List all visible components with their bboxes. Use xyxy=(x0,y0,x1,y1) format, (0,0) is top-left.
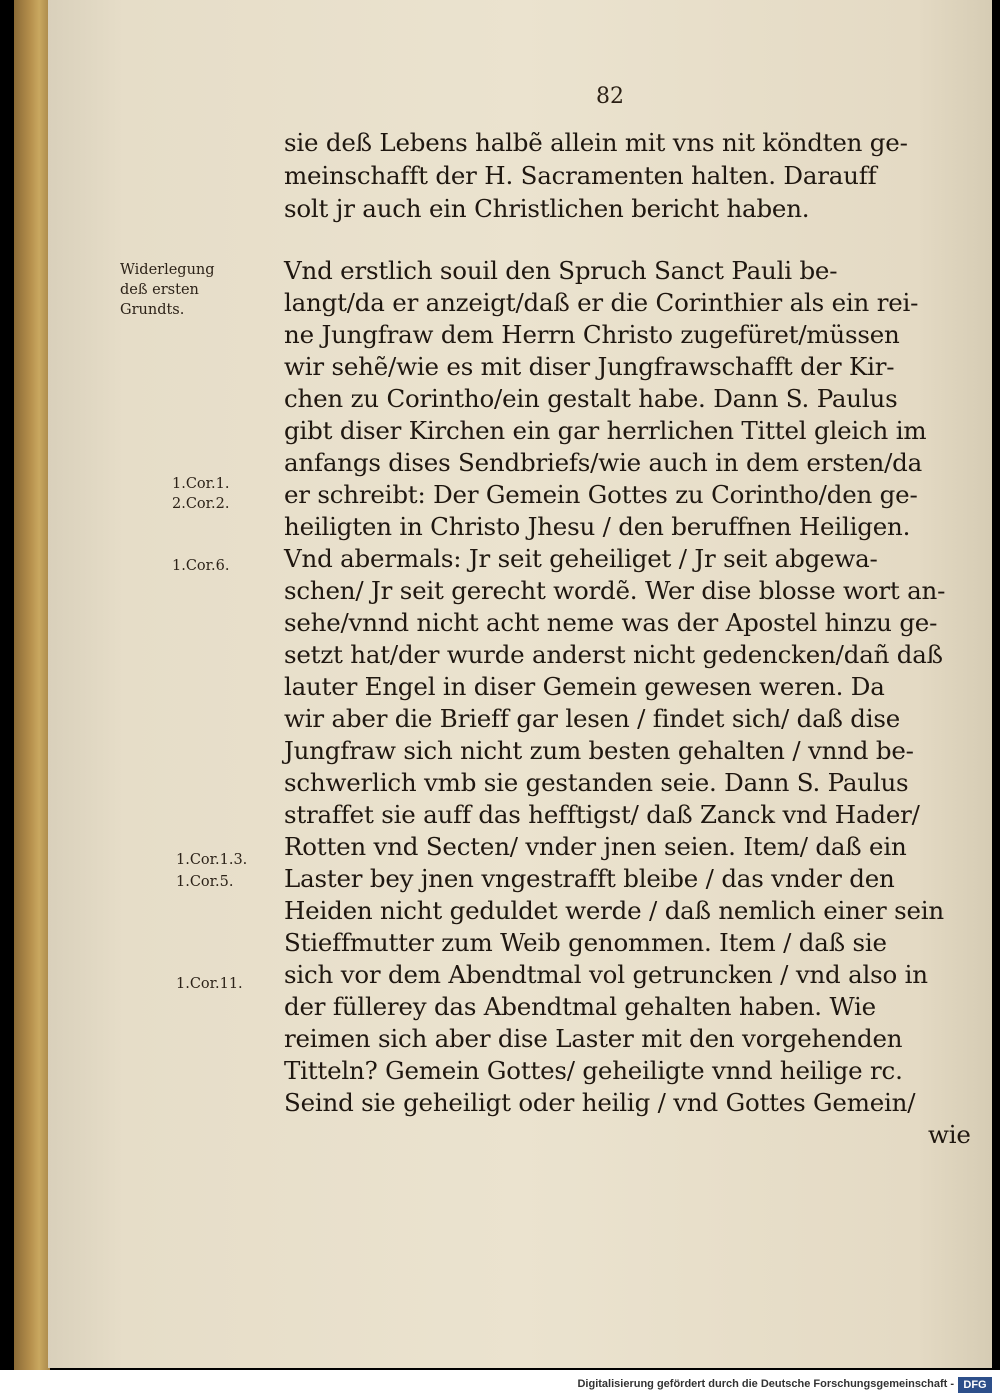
margin-reference: 1.Cor.5. xyxy=(176,874,234,890)
text-line: lauter Engel in diser Gemein gewesen weren. Da xyxy=(284,672,885,701)
margin-reference: 2.Cor.2. xyxy=(172,496,230,512)
text-line: heiligten in Christo Jhesu / den beruffnen Heiligen. xyxy=(284,512,911,541)
text-line: Stieffmutter zum Weib genommen. Item / daß sie xyxy=(284,928,887,957)
text-line: wir sehẽ/wie es mit diser Jungfrawschafft der Kir- xyxy=(284,352,895,381)
text-line: schwerlich vmb sie gestanden seie. Dann S. Paulus xyxy=(284,768,909,797)
text-line: meinschafft der H. Sacramenten halten. Darauff xyxy=(284,161,877,190)
text-line: sehe/vnnd nicht acht neme was der Apostel hinzu ge- xyxy=(284,608,938,637)
text-line: solt jr auch ein Christlichen bericht haben. xyxy=(284,194,810,223)
text-line: reimen sich aber dise Laster mit den vorgehenden xyxy=(284,1024,903,1053)
text-line: sie deß Lebens halbẽ allein mit vns nit köndten ge- xyxy=(284,128,908,157)
text-line: gibt diser Kirchen ein gar herrlichen Tittel gleich im xyxy=(284,416,927,445)
text-line: er schreibt: Der Gemein Gottes zu Corintho/den ge- xyxy=(284,480,918,509)
dfg-logo-icon: DFG xyxy=(958,1377,992,1393)
catchword: wie xyxy=(928,1120,971,1149)
text-line: Laster bey jnen vngestrafft bleibe / das vnder den xyxy=(284,864,895,893)
text-line: Titteln? Gemein Gottes/ geheiligte vnnd heilige rc. xyxy=(284,1056,903,1085)
funding-notice: Digitalisierung gefördert durch die Deutsche Forschungsgemeinschaft - xyxy=(577,1378,954,1390)
margin-reference: 1.Cor.6. xyxy=(172,558,230,574)
page-number: 82 xyxy=(596,84,624,109)
text-line: langt/da er anzeigt/daß er die Corinthier als ein rei- xyxy=(284,288,919,317)
text-line: Heiden nicht geduldet werde / daß nemlich einer sein xyxy=(284,896,945,925)
margin-reference: 1.Cor.1. xyxy=(172,476,230,492)
margin-heading-line: deß ersten xyxy=(120,282,199,298)
text-line: Vnd abermals: Jr seit geheiliget / Jr seit abgewa- xyxy=(284,544,878,573)
text-line: straffet sie auff das hefftigst/ daß Zanck vnd Hader/ xyxy=(284,800,920,829)
text-line: schen/ Jr seit gerecht wordẽ. Wer dise blosse wort an- xyxy=(284,576,946,605)
text-line: Jungfraw sich nicht zum besten gehalten / vnnd be- xyxy=(284,736,914,765)
text-line: Seind sie geheiligt oder heilig / vnd Gottes Gemein/ xyxy=(284,1088,916,1117)
book-spine-edge xyxy=(14,0,50,1370)
text-line: der füllerey das Abendtmal gehalten haben. Wie xyxy=(284,992,876,1021)
text-line: Vnd erstlich souil den Spruch Sanct Pauli be- xyxy=(284,256,838,285)
footer-bar xyxy=(0,1370,1000,1400)
text-line: ne Jungfraw dem Herrn Christo zugefüret/müssen xyxy=(284,320,900,349)
margin-reference: 1.Cor.1.3. xyxy=(176,852,248,868)
text-line: wir aber die Brieff gar lesen / findet sich/ daß dise xyxy=(284,704,901,733)
text-line: Rotten vnd Secten/ vnder jnen seien. Item/ daß ein xyxy=(284,832,907,861)
text-line: sich vor dem Abendtmal vol getruncken / vnd also in xyxy=(284,960,928,989)
text-line: chen zu Corintho/ein gestalt habe. Dann S. Paulus xyxy=(284,384,898,413)
margin-heading-line: Widerlegung xyxy=(120,262,215,278)
margin-reference: 1.Cor.11. xyxy=(176,976,243,992)
text-line: setzt hat/der wurde anderst nicht gedencken/dañ daß xyxy=(284,640,943,669)
margin-heading-line: Grundts. xyxy=(120,302,185,318)
text-line: anfangs dises Sendbriefs/wie auch in dem ersten/da xyxy=(284,448,923,477)
